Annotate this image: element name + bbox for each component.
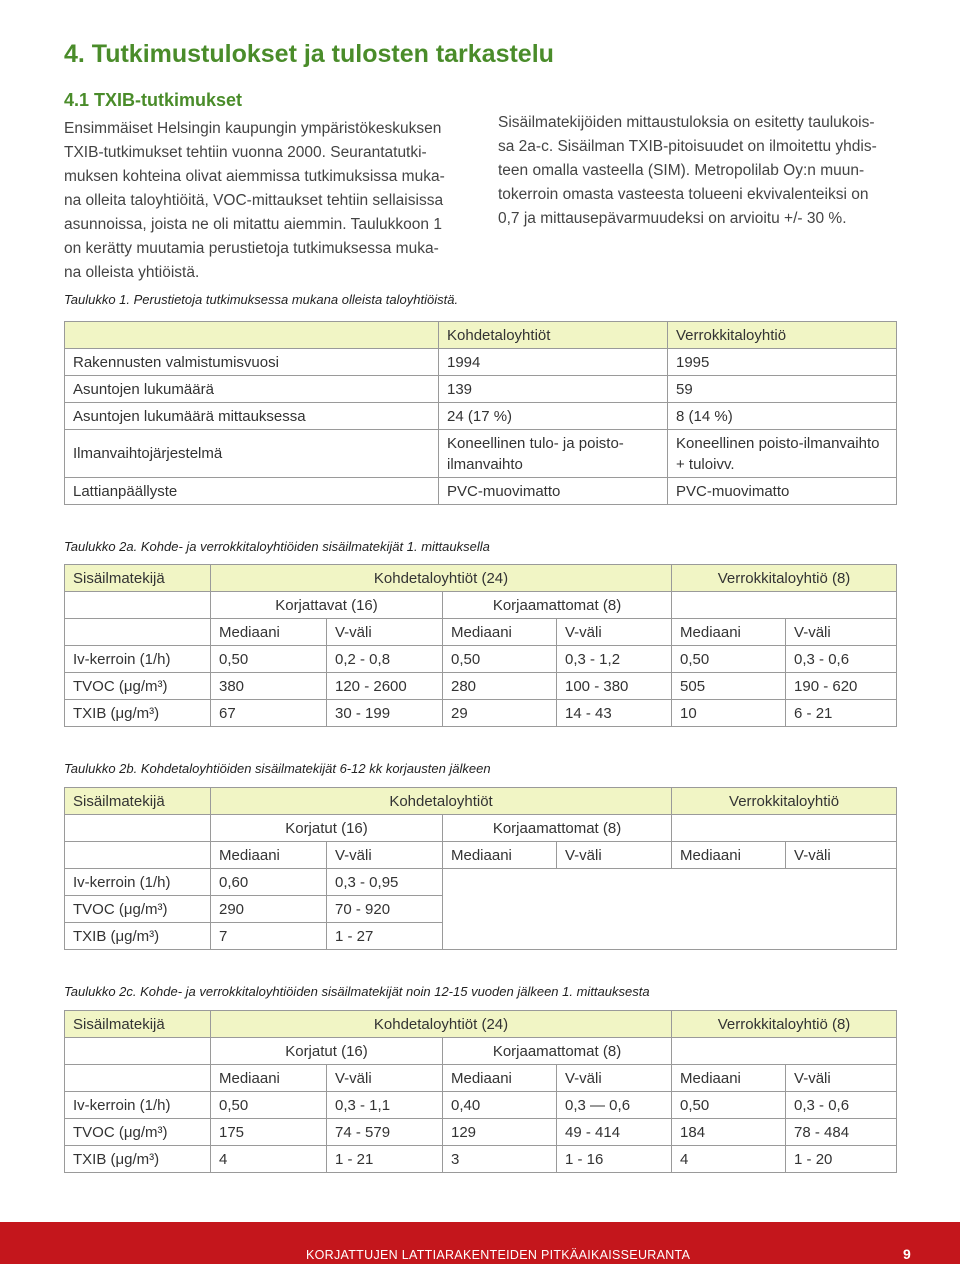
header-cell: Sisäilmatekijä xyxy=(65,788,211,815)
subheader-cell: V-väli xyxy=(557,1065,672,1092)
table-cell: 175 xyxy=(211,1119,327,1146)
text-line: Sisäilmatekijöiden mittaustuloksia on esitetty taulukois- xyxy=(498,114,875,131)
table-cell: 0,3 - 0,95 xyxy=(327,869,443,896)
table-cell: 6 - 21 xyxy=(786,700,897,727)
header-cell: Kohdetaloyhtiöt (24) xyxy=(211,565,672,592)
table-cell: 30 - 199 xyxy=(327,700,443,727)
table-row xyxy=(65,430,897,478)
table-row xyxy=(65,478,897,505)
table-cell: 0,3 — 0,6 xyxy=(557,1092,672,1119)
table-row xyxy=(65,403,897,430)
table-row xyxy=(65,1092,897,1119)
text-line: tokerroin omasta vasteesta tolueeni ekvivalenteiksi on xyxy=(498,186,869,203)
table-cell: Asuntojen lukumäärä xyxy=(65,376,439,403)
table-cell: Iv-kerroin (1/h) xyxy=(65,869,211,896)
table-cell: 0,2 - 0,8 xyxy=(327,646,443,673)
table-cell: 4 xyxy=(672,1146,786,1173)
table2a-caption: Taulukko 2a. Kohde- ja verrokkitaloyhtiöiden sisäilmatekijät 1. mittauksella xyxy=(64,539,490,554)
subheader-cell: V-väli xyxy=(327,1065,443,1092)
table-row xyxy=(65,673,897,700)
table-cell: 67 xyxy=(211,700,327,727)
subheader-cell: Mediaani xyxy=(672,619,786,646)
table-cell: 0,50 xyxy=(443,646,557,673)
header-cell: Sisäilmatekijä xyxy=(65,565,211,592)
right-paragraph xyxy=(498,111,898,231)
table-cell: 0,50 xyxy=(211,1092,327,1119)
table-header-row xyxy=(65,788,897,815)
table-cell: 505 xyxy=(672,673,786,700)
table-row xyxy=(65,700,897,727)
table-cell: 70 - 920 xyxy=(327,896,443,923)
table-cell: 129 xyxy=(443,1119,557,1146)
table-row xyxy=(65,1146,897,1173)
table-cell xyxy=(65,592,211,619)
text-line: asunnoissa, joista ne oli mitattu aiemmin. Taulukkoon 1 xyxy=(64,216,442,233)
table-subheader-row xyxy=(65,815,897,842)
table-cell xyxy=(672,815,897,842)
table-cell: TVOC (μg/m³) xyxy=(65,896,211,923)
header-cell: Kohdetaloyhtiöt xyxy=(211,788,672,815)
header-cell: Verrokkitaloyhtiö xyxy=(668,322,897,349)
header-cell xyxy=(65,322,439,349)
table-cell: 0,3 - 0,6 xyxy=(786,1092,897,1119)
table-cell: Iv-kerroin (1/h) xyxy=(65,646,211,673)
table-cell: 1 - 27 xyxy=(327,923,443,950)
table-cell: 1 - 20 xyxy=(786,1146,897,1173)
table-cell: 24 (17 %) xyxy=(439,403,668,430)
text-line: muksen kohteina olivat aiemmissa tutkimuksissa muka- xyxy=(64,168,445,185)
table-cell: Iv-kerroin (1/h) xyxy=(65,1092,211,1119)
table-cell: 290 xyxy=(211,896,327,923)
table-cell xyxy=(65,842,211,869)
subheader-cell: Korjatut (16) xyxy=(211,1038,443,1065)
table-cell: 10 xyxy=(672,700,786,727)
subheader-cell: V-väli xyxy=(557,842,672,869)
text-line: Ensimmäiset Helsingin kaupungin ympäristökeskuksen xyxy=(64,120,442,137)
table-header-row xyxy=(65,565,897,592)
table-cell: PVC-muovimatto xyxy=(439,478,668,505)
text-line: na olleista yhtiöistä. xyxy=(64,264,200,281)
table-cell xyxy=(65,619,211,646)
subheader-cell: V-väli xyxy=(786,1065,897,1092)
table-subheader-row xyxy=(65,619,897,646)
table-cell: 1995 xyxy=(668,349,897,376)
subheader-cell: Mediaani xyxy=(672,1065,786,1092)
table-cell: 190 - 620 xyxy=(786,673,897,700)
footer-title: KORJATTUJEN LATTIARAKENTEIDEN PITKÄAIKAISSEURANTA xyxy=(306,1248,691,1262)
table-cell xyxy=(65,1065,211,1092)
table-cell: 0,50 xyxy=(672,1092,786,1119)
table-cell: TXIB (μg/m³) xyxy=(65,700,211,727)
table2c-caption: Taulukko 2c. Kohde- ja verrokkitaloyhtiöiden sisäilmatekijät noin 12-15 vuoden jälkeen 1. mittauksesta xyxy=(64,984,650,999)
table-cell xyxy=(65,1038,211,1065)
table-cell: 0,60 xyxy=(211,869,327,896)
table-cell: PVC-muovimatto xyxy=(668,478,897,505)
table-row xyxy=(65,376,897,403)
table-cell xyxy=(65,815,211,842)
table-row xyxy=(65,646,897,673)
table-cell: 120 - 2600 xyxy=(327,673,443,700)
table-cell: 3 xyxy=(443,1146,557,1173)
table-cell: 0,3 - 0,6 xyxy=(786,646,897,673)
empty-block xyxy=(443,869,897,950)
table-cell: Koneellinen tulo- ja poisto-ilmanvaihto xyxy=(439,430,668,478)
table-cell: 74 - 579 xyxy=(327,1119,443,1146)
subheader-cell: Korjaamattomat (8) xyxy=(443,592,672,619)
table-cell: Koneellinen poisto-ilmanvaihto + tuloivv. xyxy=(668,430,897,478)
table2b-caption: Taulukko 2b. Kohdetaloyhtiöiden sisäilmatekijät 6-12 kk korjausten jälkeen xyxy=(64,761,491,776)
subheader-cell: Mediaani xyxy=(672,842,786,869)
table-cell: TXIB (μg/m³) xyxy=(65,1146,211,1173)
table-cell: 184 xyxy=(672,1119,786,1146)
table-cell: 139 xyxy=(439,376,668,403)
left-paragraph xyxy=(64,117,474,285)
subheader-cell: Korjattavat (16) xyxy=(211,592,443,619)
text-line: teen omalla vasteella (SIM). Metropolilab Oy:n muun- xyxy=(498,162,865,179)
subheader-cell: Korjaamattomat (8) xyxy=(443,815,672,842)
text-line: na olleita taloyhtiöitä, VOC-mittaukset tehtiin sellaisissa xyxy=(64,192,444,209)
subheader-cell: Mediaani xyxy=(443,842,557,869)
text-line: 0,7 ja mittausepävarmuudeksi on arvioitu +/- 30 %. xyxy=(498,210,847,227)
table-row xyxy=(65,1119,897,1146)
text-line: on kerätty muutamia perustietoja tutkimuksessa muka- xyxy=(64,240,439,257)
table-cell: 49 - 414 xyxy=(557,1119,672,1146)
subheader-cell: V-väli xyxy=(327,619,443,646)
table-cell: 7 xyxy=(211,923,327,950)
subheader-cell: Mediaani xyxy=(443,1065,557,1092)
table-subheader-row xyxy=(65,842,897,869)
table-header-row xyxy=(65,1011,897,1038)
table-cell: 78 - 484 xyxy=(786,1119,897,1146)
header-cell: Verrokkitaloyhtiö (8) xyxy=(672,565,897,592)
table-cell: 0,3 - 1,1 xyxy=(327,1092,443,1119)
table-subheader-row xyxy=(65,1065,897,1092)
subheader-cell: Korjaamattomat (8) xyxy=(443,1038,672,1065)
table-cell: 1 - 21 xyxy=(327,1146,443,1173)
table-cell: TVOC (μg/m³) xyxy=(65,673,211,700)
table-cell: 0,50 xyxy=(211,646,327,673)
table-cell: 59 xyxy=(668,376,897,403)
table-cell: 29 xyxy=(443,700,557,727)
table-row xyxy=(65,869,897,896)
subheader-cell: Korjatut (16) xyxy=(211,815,443,842)
table-cell: 14 - 43 xyxy=(557,700,672,727)
table-row xyxy=(65,349,897,376)
header-cell: Verrokkitaloyhtiö (8) xyxy=(672,1011,897,1038)
table-cell: 1994 xyxy=(439,349,668,376)
subheader-cell: Mediaani xyxy=(211,619,327,646)
table-subheader-row xyxy=(65,592,897,619)
table2c xyxy=(64,1010,897,1173)
subheader-cell: Mediaani xyxy=(443,619,557,646)
table-cell: 0,50 xyxy=(672,646,786,673)
table-cell: 100 - 380 xyxy=(557,673,672,700)
table-cell: 8 (14 %) xyxy=(668,403,897,430)
page-number: 9 xyxy=(903,1246,911,1262)
table-cell: 4 xyxy=(211,1146,327,1173)
table-cell: 0,3 - 1,2 xyxy=(557,646,672,673)
table-cell: 280 xyxy=(443,673,557,700)
header-cell: Sisäilmatekijä xyxy=(65,1011,211,1038)
table-cell: Rakennusten valmistumisvuosi xyxy=(65,349,439,376)
text-line: sa 2a-c. Sisäilman TXIB-pitoisuudet on ilmoitettu yhdis- xyxy=(498,138,877,155)
subheader-cell: Mediaani xyxy=(211,842,327,869)
section-heading: 4. Tutkimustulokset ja tulosten tarkastelu xyxy=(64,40,554,68)
subheader-cell: V-väli xyxy=(786,842,897,869)
table-subheader-row xyxy=(65,1038,897,1065)
header-cell: Verrokkitaloyhtiö xyxy=(672,788,897,815)
table-cell: 1 - 16 xyxy=(557,1146,672,1173)
subheader-cell: V-väli xyxy=(557,619,672,646)
subheader-cell: Mediaani xyxy=(211,1065,327,1092)
table-cell xyxy=(672,1038,897,1065)
table2a xyxy=(64,564,897,727)
text-line: TXIB-tutkimukset tehtiin vuonna 2000. Seurantatutki- xyxy=(64,144,427,161)
table-cell: TXIB (μg/m³) xyxy=(65,923,211,950)
table-cell: Lattianpäällyste xyxy=(65,478,439,505)
table-cell: 0,40 xyxy=(443,1092,557,1119)
subsection-heading: 4.1 TXIB-tutkimukset xyxy=(64,90,243,110)
table-cell: TVOC (μg/m³) xyxy=(65,1119,211,1146)
header-cell: Kohdetaloyhtiöt xyxy=(439,322,668,349)
table-cell: 380 xyxy=(211,673,327,700)
table1 xyxy=(64,321,897,505)
table-header-row xyxy=(65,322,897,349)
table2b xyxy=(64,787,897,950)
table-cell: Asuntojen lukumäärä mittauksessa xyxy=(65,403,439,430)
subheader-cell: V-väli xyxy=(327,842,443,869)
table-cell: Ilmanvaihtojärjestelmä xyxy=(65,430,439,478)
table-cell xyxy=(672,592,897,619)
subheader-cell: V-väli xyxy=(786,619,897,646)
header-cell: Kohdetaloyhtiöt (24) xyxy=(211,1011,672,1038)
table1-caption: Taulukko 1. Perustietoja tutkimuksessa mukana olleista taloyhtiöistä. xyxy=(64,292,459,307)
